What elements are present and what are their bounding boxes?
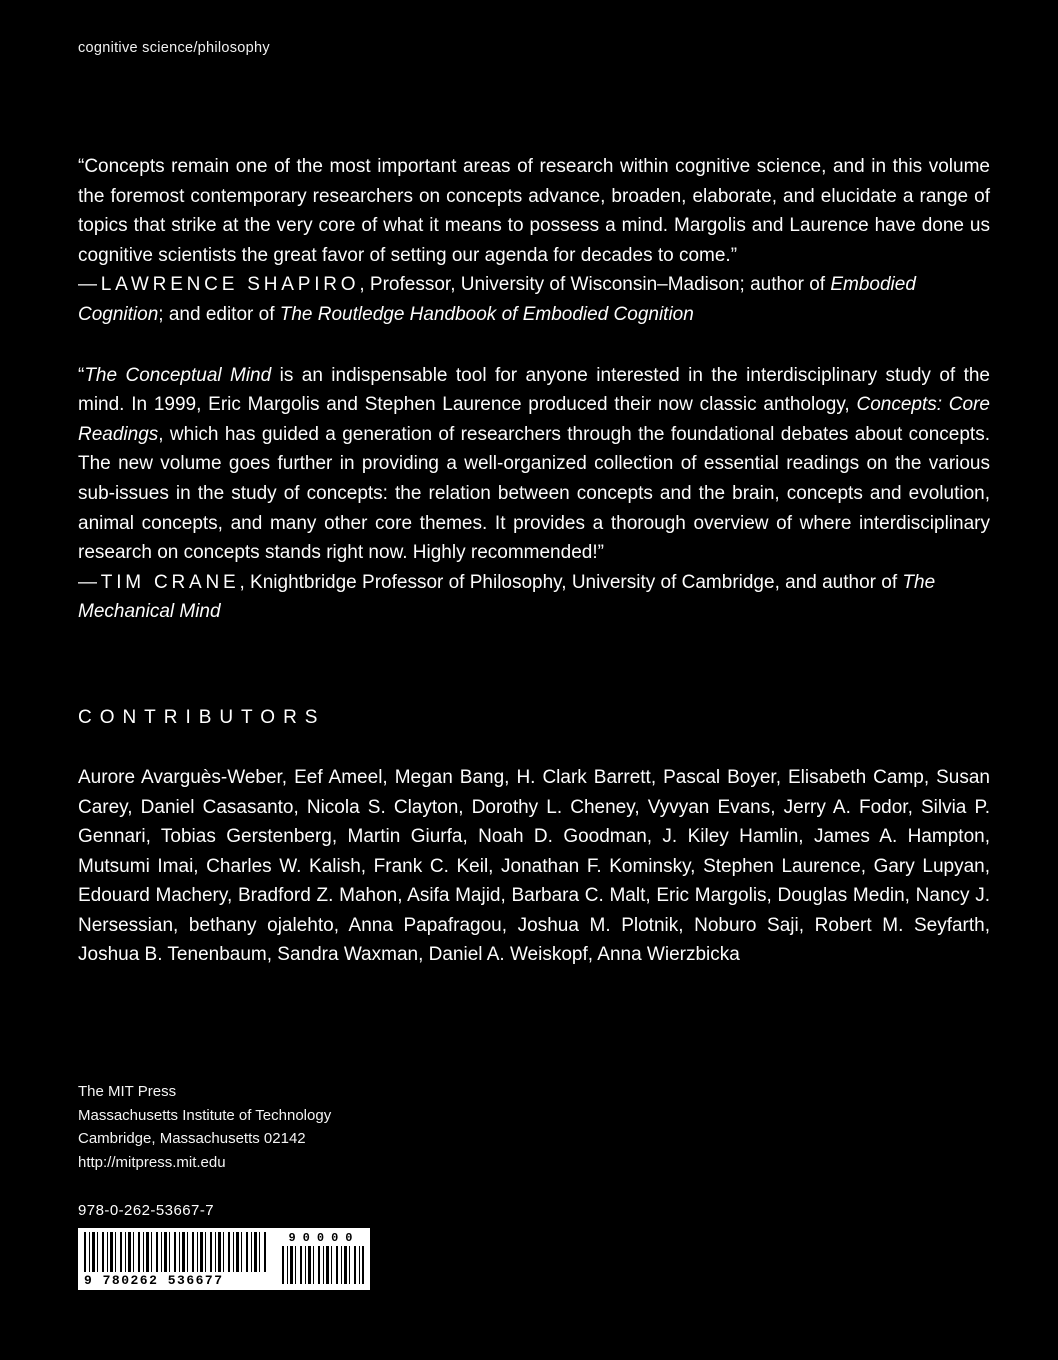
publisher-url: http://mitpress.mit.edu xyxy=(78,1153,226,1171)
quote-shapiro-attribution: —LAWRENCE SHAPIRO, Professor, University of Wisconsin–Madison; author of Embodied Cognition; and editor of The Routledge Handbook of Embodied Cognition xyxy=(78,274,916,325)
category-label: cognitive science/philosophy xyxy=(78,40,270,56)
publisher-block xyxy=(78,1080,990,1174)
barcode xyxy=(78,1228,370,1290)
barcode-addon-bars xyxy=(282,1246,364,1284)
quote-shapiro-text: “Concepts remain one of the most important areas of research within cognitive science, and in this volume the foremost contemporary researchers on concepts advance, broaden, elaborate, and elucidate a range of topics that strike at the very core of what it means to possess a mind. Margolis and Laurence have done us cognitive scientists the great favor of setting our agenda for decades to come.” xyxy=(78,156,990,266)
quote-shapiro xyxy=(78,152,990,330)
contributors-heading: CONTRIBUTORS xyxy=(78,706,326,728)
publisher-institution: Massachusetts Institute of Technology xyxy=(78,1106,332,1124)
contributors-names: Aurore Avarguès-Weber, Eef Ameel, Megan Bang, H. Clark Barrett, Pascal Boyer, Elisabeth Camp, Susan Carey, Daniel Casasanto, Nicola S. Clayton, Dorothy L. Cheney, Vyvyan Evans, Jerry A. Fodor, Silvia P. Gennari, Tobias Gerstenberg, Martin Giurfa, Noah D. Goodman, J. Kiley Hamlin, James A. Hampton, Mutsumi Imai, Charles W. Kalish, Frank C. Keil, Jonathan F. Kominsky, Stephen Laurence, Gary Lupyan, Edouard Machery, Bradford Z. Mahon, Asifa Majid, Barbara C. Malt, Eric Margolis, Douglas Medin, Nancy J. Nersessian, bethany ojalehto, Anna Papafragou, Joshua M. Plotnik, Noburo Saji, Robert M. Seyfarth, Joshua B. Tenenbaum, Sandra Waxman, Daniel A. Weiskopf, Anna Wierzbicka xyxy=(78,766,990,966)
barcode-digits: 9 780262 536677 xyxy=(84,1273,224,1289)
publisher-name: The MIT Press xyxy=(78,1083,177,1101)
review-quotes xyxy=(78,152,990,627)
quote-crane-text: “The Conceptual Mind is an indispensable tool for anyone interested in the interdisciplinary study of the mind. In 1999, Eric Margolis and Stephen Laurence produced their now classic anthology, Concepts: Core Readings, which has guided a generation of researchers through the foundational debates about concepts. The new volume goes further in providing a well-organized collection of essential readings on the various sub-issues in the study of concepts: the relation between concepts and the brain, concepts and evolution, animal concepts, and many other core themes. It provides a thorough overview of where interdisciplinary research on concepts stands right now. Highly recommended!” xyxy=(78,364,990,564)
barcode-addon xyxy=(274,1231,366,1288)
barcode-bars xyxy=(84,1232,268,1272)
isbn-number: 978-0-262-53667-7 xyxy=(78,1202,215,1220)
barcode-price-code: 90000 xyxy=(288,1231,360,1246)
publisher-address: Cambridge, Massachusetts 02142 xyxy=(78,1130,306,1148)
quote-crane-attribution: —TIM CRANE, Knightbridge Professor of Philosophy, University of Cambridge, and author of The Mechanical Mind xyxy=(78,571,936,623)
barcode-main xyxy=(84,1231,274,1288)
quote-crane xyxy=(78,361,990,627)
